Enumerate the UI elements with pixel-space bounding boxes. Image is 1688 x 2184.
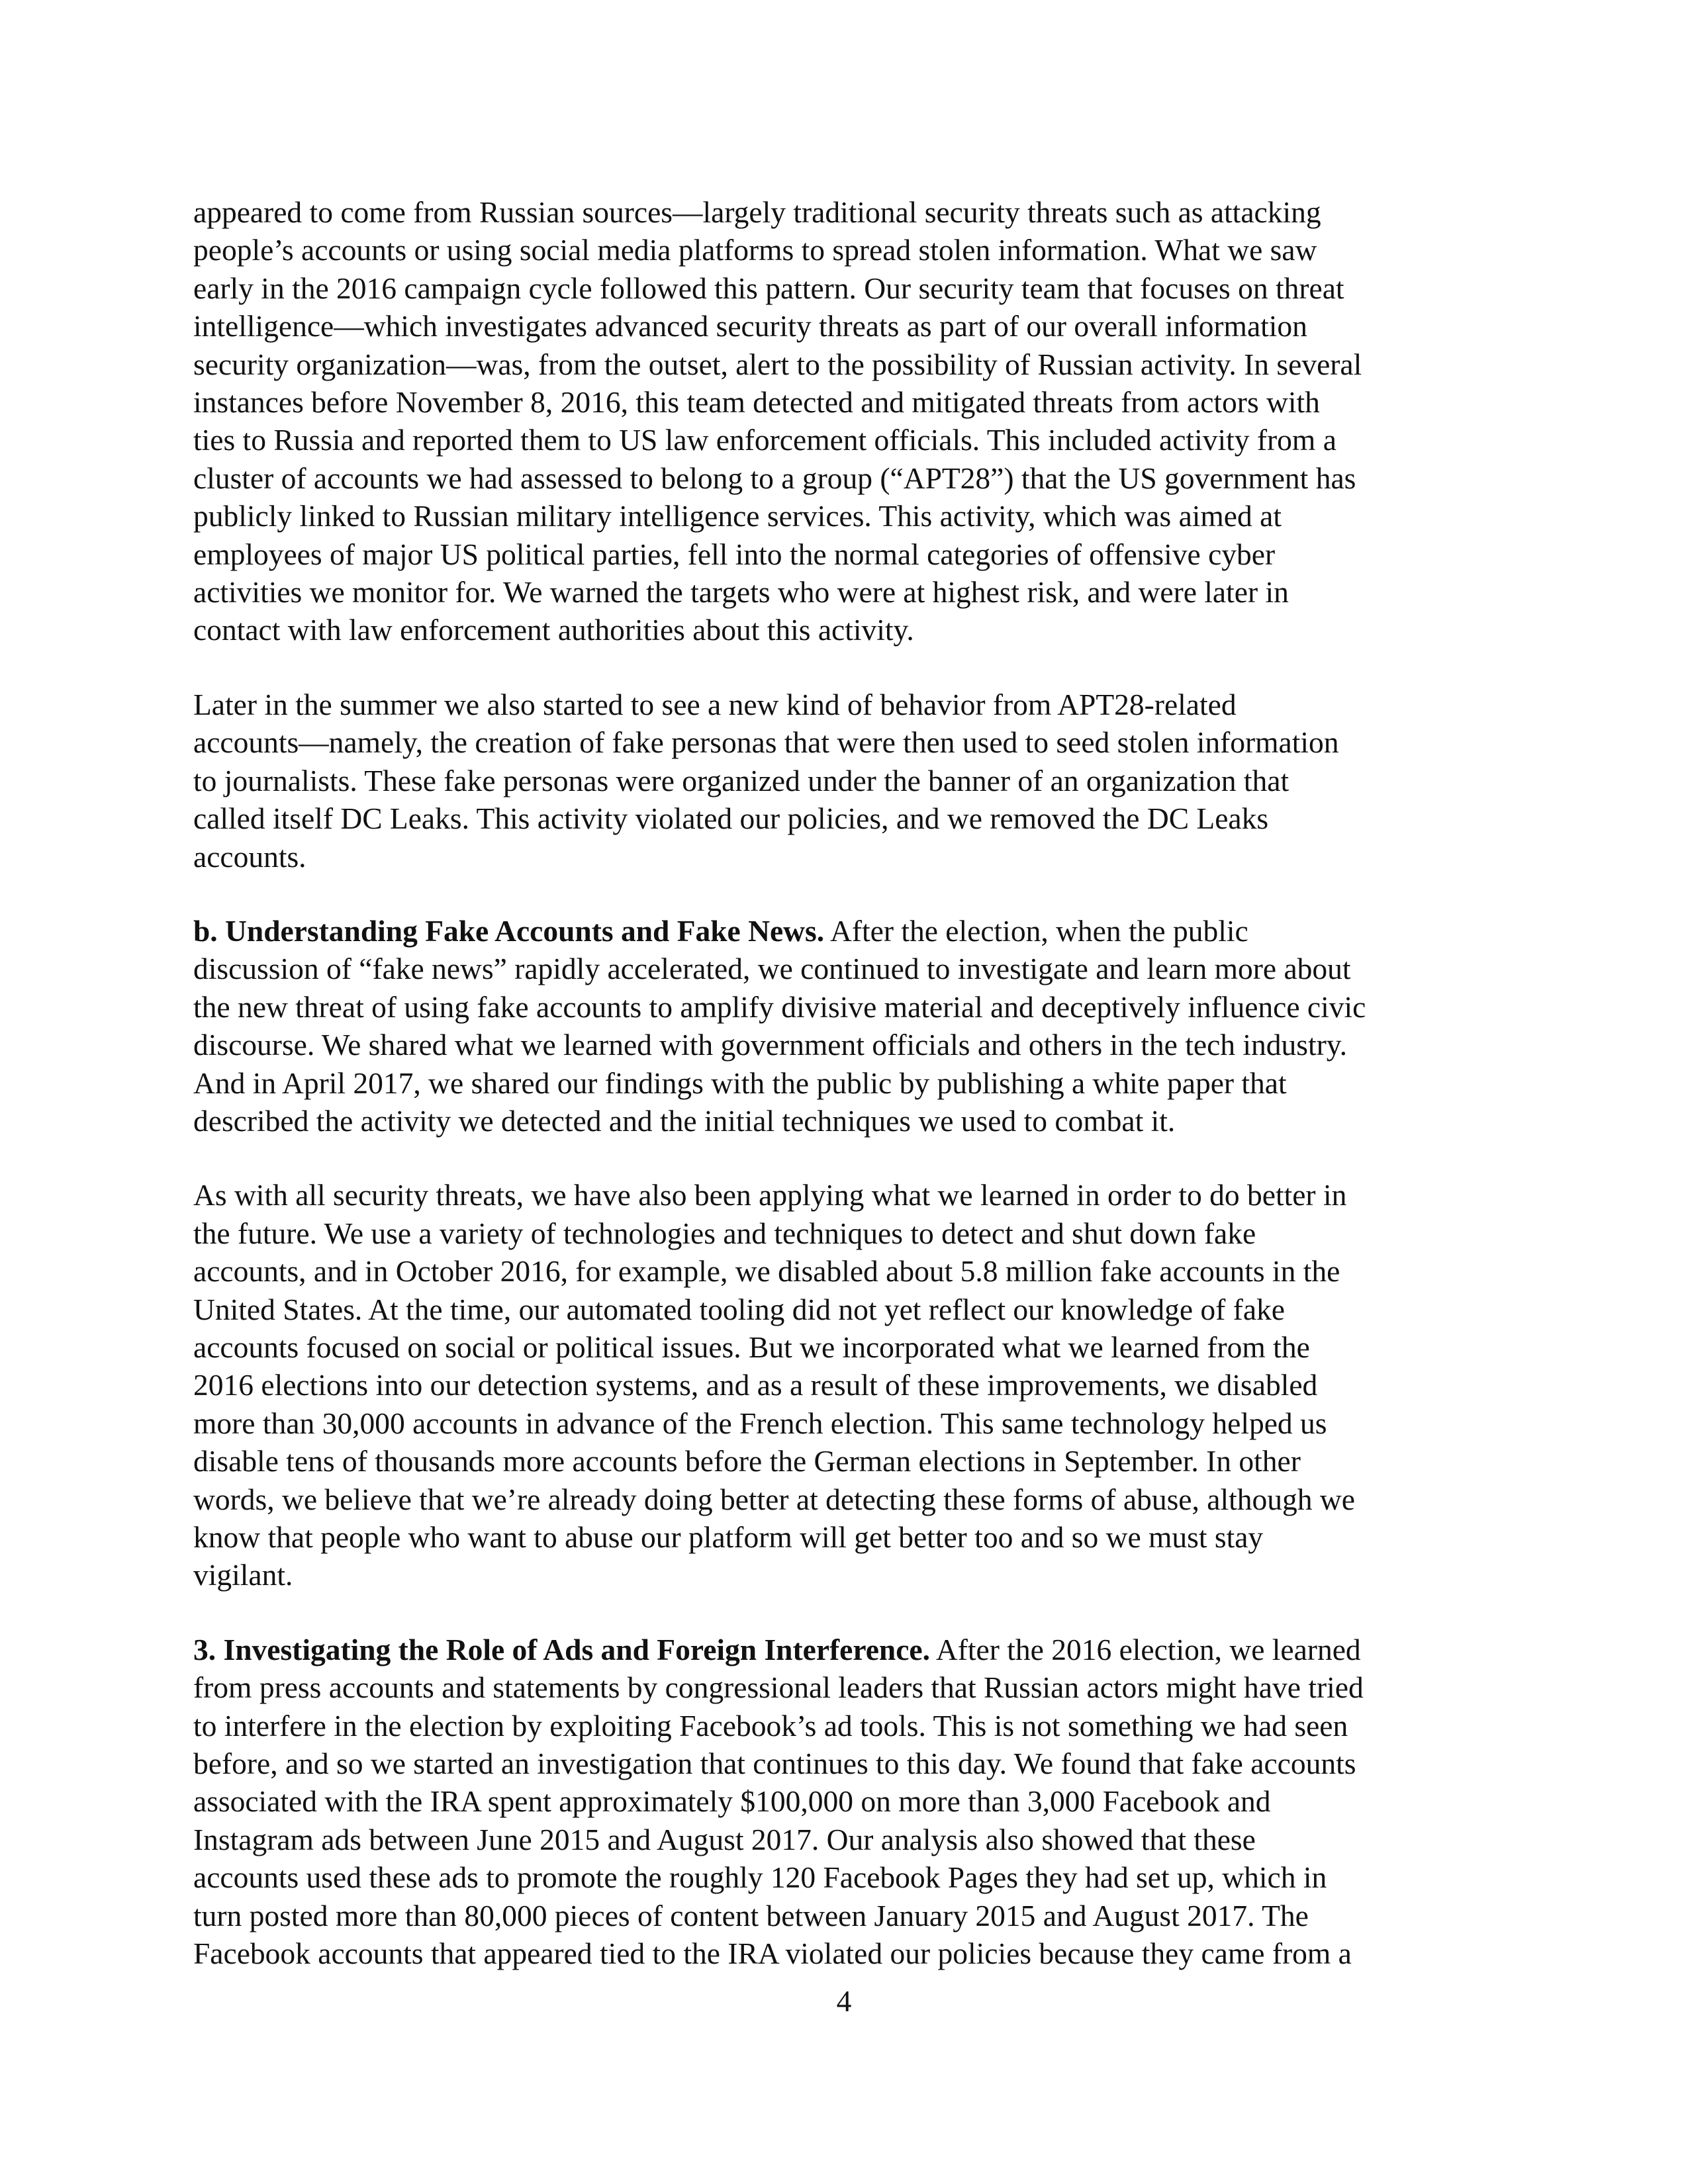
text-line <box>193 1631 1497 1668</box>
text-line: Instagram ads between June 2015 and August 2017. Our analysis also showed that these <box>193 1822 1256 1856</box>
text-line: more than 30,000 accounts in advance of the French election. This same technology helped us <box>193 1406 1327 1440</box>
text-line: words, we believe that we’re already doing better at detecting these forms of abuse, although we <box>193 1482 1355 1516</box>
text-line: And in April 2017, we shared our findings with the public by publishing a white paper that <box>193 1066 1287 1100</box>
text-line: As with all security threats, we have also been applying what we learned in order to do better in <box>193 1178 1347 1212</box>
text-line: instances before November 8, 2016, this team detected and mitigated threats from actors with <box>193 385 1320 420</box>
text-line: the new threat of using fake accounts to amplify divisive material and deceptively influence civic <box>193 989 1366 1024</box>
text-line: appeared to come from Russian sources—largely traditional security threats such as attacking <box>193 195 1321 229</box>
document-body <box>193 193 1497 2009</box>
text-line: accounts—namely, the creation of fake personas that were then used to seed stolen information <box>193 725 1339 760</box>
text-run: After the election, when the public <box>824 913 1248 948</box>
text-line: associated with the IRA spent approximately $100,000 on more than 3,000 Facebook and <box>193 1784 1271 1819</box>
paragraph-fake-accounts-news <box>193 912 1497 1140</box>
text-line: security organization—was, from the outset, alert to the possibility of Russian activity. In several <box>193 347 1362 381</box>
text-line: ties to Russia and reported them to US law enforcement officials. This included activity from a <box>193 423 1336 457</box>
text-line: described the activity we detected and the initial techniques we used to combat it. <box>193 1103 1176 1138</box>
text-line: accounts focused on social or political issues. But we incorporated what we learned from the <box>193 1330 1310 1364</box>
text-line: United States. At the time, our automated tooling did not yet reflect our knowledge of fake <box>193 1292 1285 1326</box>
text-line: employees of major US political parties, fell into the normal categories of offensive cyber <box>193 537 1276 571</box>
text-line: before, and so we started an investigation that continues to this day. We found that fake accounts <box>193 1747 1356 1781</box>
text-line: accounts used these ads to promote the roughly 120 Facebook Pages they had set up, which in <box>193 1860 1327 1895</box>
text-line: 2016 elections into our detection systems, and as a result of these improvements, we disabled <box>193 1368 1318 1402</box>
text-line: early in the 2016 campaign cycle followed this pattern. Our security team that focuses on threat <box>193 271 1344 305</box>
text-line: accounts, and in October 2016, for example, we disabled about 5.8 million fake accounts in the <box>193 1254 1340 1289</box>
text-run: After the 2016 election, we learned <box>930 1632 1361 1666</box>
text-line: vigilant. <box>193 1558 293 1592</box>
text-line: Facebook accounts that appeared tied to the IRA violated our policies because they came from a <box>193 1936 1352 1971</box>
text-line: to interfere in the election by exploiting Facebook’s ad tools. This is not something we had seen <box>193 1708 1348 1743</box>
text-line <box>193 912 1497 950</box>
text-line: called itself DC Leaks. This activity violated our policies, and we removed the DC Leaks <box>193 801 1269 836</box>
text-line: discussion of “fake news” rapidly accelerated, we continued to investigate and learn more about <box>193 952 1351 986</box>
text-line: disable tens of thousands more accounts before the German elections in September. In other <box>193 1444 1301 1479</box>
text-line: from press accounts and statements by congressional leaders that Russian actors might have tried <box>193 1670 1364 1705</box>
paragraph-russian-sources <box>193 193 1497 649</box>
page-number: 4 <box>836 1984 852 2018</box>
text-line: turn posted more than 80,000 pieces of content between January 2015 and August 2017. The <box>193 1898 1309 1933</box>
text-line: publicly linked to Russian military intelligence services. This activity, which was aimed at <box>193 499 1282 533</box>
text-line: to journalists. These fake personas were organized under the banner of an organization that <box>193 763 1289 797</box>
text-line: activities we monitor for. We warned the targets who were at highest risk, and were later in <box>193 575 1289 610</box>
section-heading: 3. Investigating the Role of Ads and Foreign Interference. <box>193 1632 930 1666</box>
text-line: contact with law enforcement authorities about this activity. <box>193 613 914 647</box>
text-line: people’s accounts or using social media platforms to spread stolen information. What we saw <box>193 233 1317 267</box>
text-line: know that people who want to abuse our platform will get better too and so we must stay <box>193 1520 1264 1554</box>
section-heading: b. Understanding Fake Accounts and Fake News. <box>193 913 825 948</box>
paragraph-dc-leaks <box>193 686 1497 876</box>
text-line: intelligence—which investigates advanced security threats as part of our overall information <box>193 309 1307 343</box>
text-line: the future. We use a variety of technologies and techniques to detect and shut down fake <box>193 1216 1256 1250</box>
text-line: cluster of accounts we had assessed to belong to a group (“APT28”) that the US government has <box>193 461 1356 495</box>
text-line: Later in the summer we also started to see a new kind of behavior from APT28-related <box>193 687 1237 721</box>
text-line: discourse. We shared what we learned with government officials and others in the tech industry. <box>193 1028 1347 1062</box>
paragraph-ads-foreign-interference <box>193 1631 1497 1973</box>
text-line: accounts. <box>193 839 306 874</box>
paragraph-security-threats <box>193 1176 1497 1594</box>
